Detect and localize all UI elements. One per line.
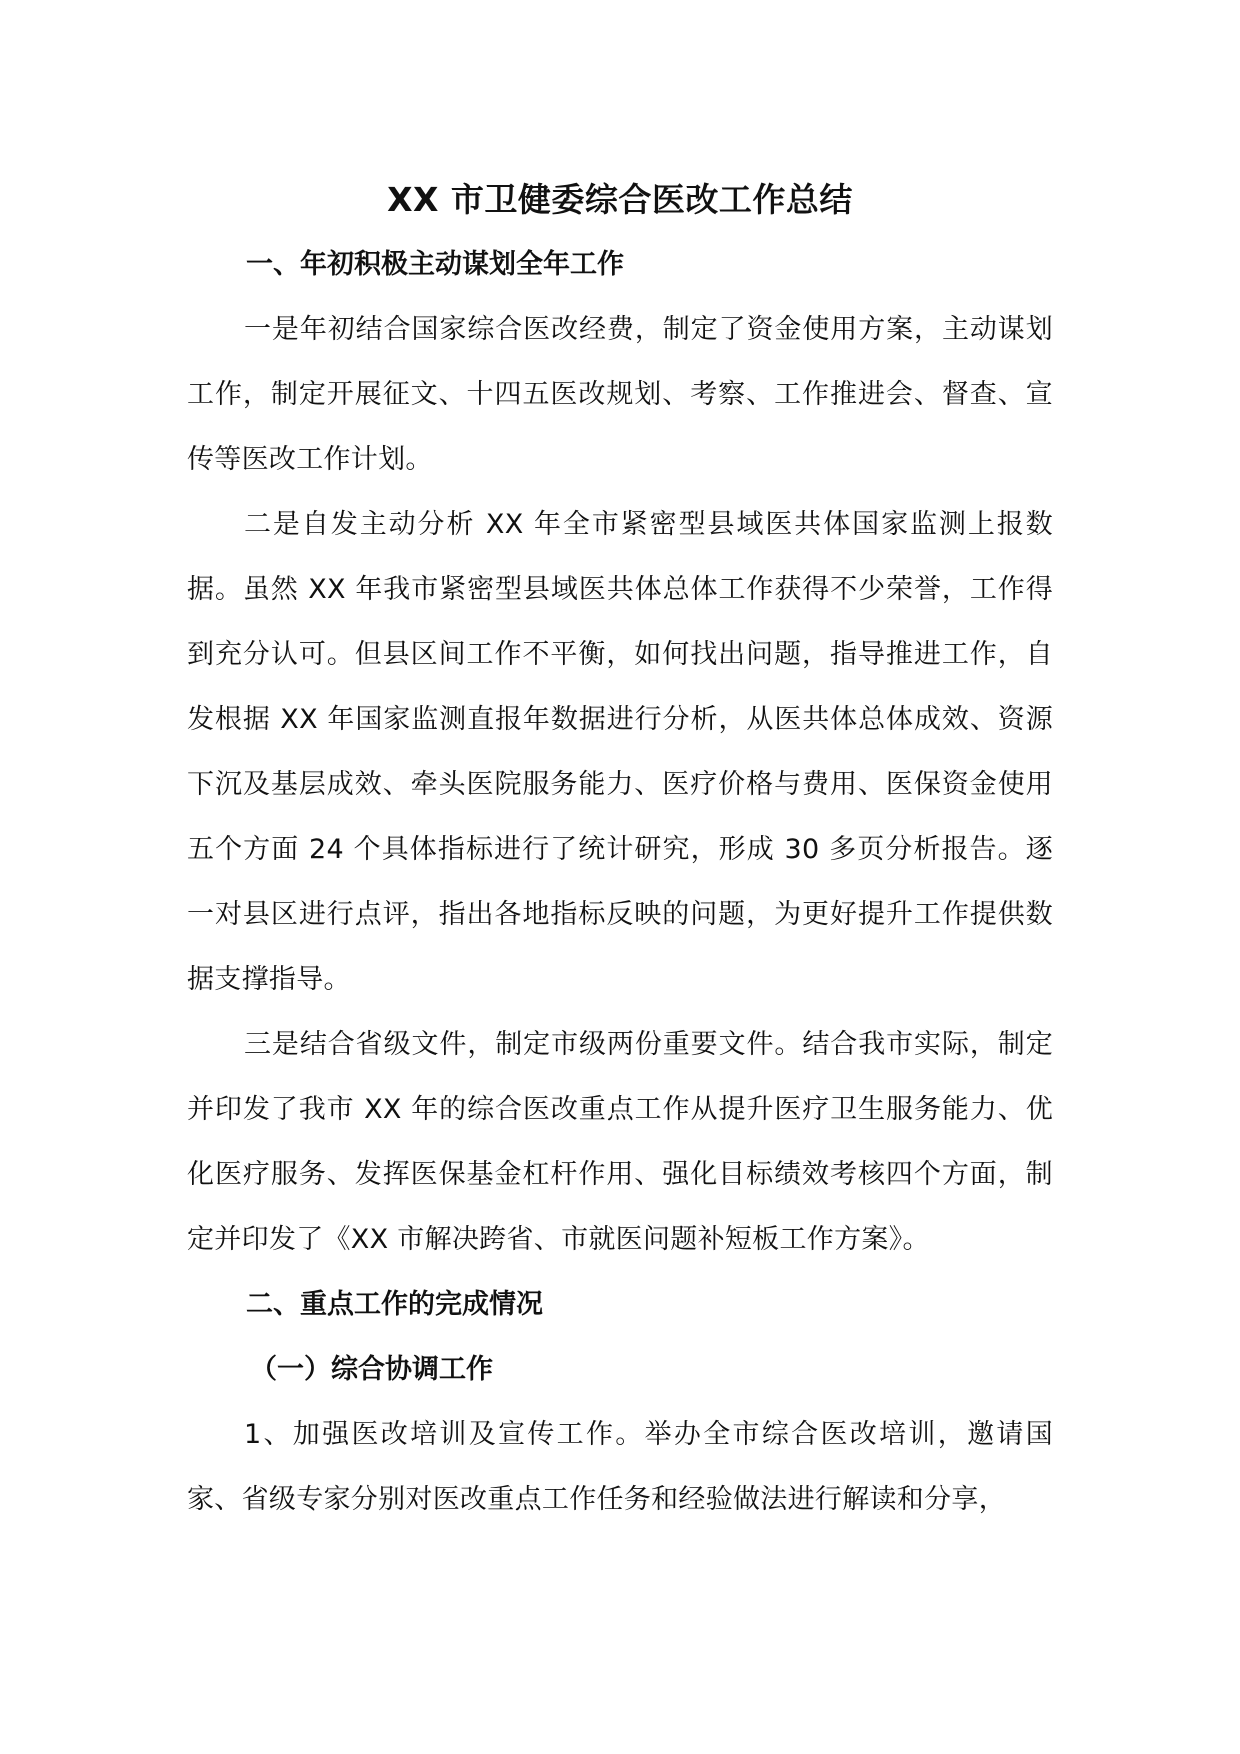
- document-page: [187, 168, 1053, 1532]
- section-1-paragraph-1: 一是年初结合国家综合医改经费，制定了资金使用方案，主动谋划工作，制定开展征文、十四五医改规划、考察、工作推进会、督查、宣传等医改工作计划。: [187, 314, 1053, 475]
- section-1-paragraph-3: 三是结合省级文件，制定市级两份重要文件。结合我市实际，制定并印发了我市 XX 年的综合医改重点工作从提升医疗卫生服务能力、优化医疗服务、发挥医保基金杠杆作用、强化目标绩效考核四个方面，制定并印发了《XX 市解决跨省、市就医问题补短板工作方案》。: [187, 1029, 1053, 1255]
- section-2-subheading: （一）综合协调工作: [250, 1354, 493, 1385]
- section-2-paragraph-1: 1、加强医改培训及宣传工作。举办全市综合医改培训，邀请国家、省级专家分别对医改重点工作任务和经验做法进行解读和分享，: [187, 1419, 1053, 1515]
- section-2-heading: 二、重点工作的完成情况: [246, 1289, 543, 1320]
- document-title: XX 市卫健委综合医改工作总结: [387, 180, 853, 219]
- section-1-paragraph-2: 二是自发主动分析 XX 年全市紧密型县域医共体国家监测上报数据。虽然 XX 年我市紧密型县域医共体总体工作获得不少荣誉，工作得到充分认可。但县区间工作不平衡，如何找出问题，指导推进工作，自发根据 XX 年国家监测直报年数据进行分析，从医共体总体成效、资源下沉及基层成效、牵头医院服务能力、医疗价格与费用、医保资金使用五个方面 24 个具体指标进行了统计研究，形成 30 多页分析报告。逐一对县区进行点评，指出各地指标反映的问题，为更好提升工作提供数据支撑指导。: [187, 509, 1053, 995]
- section-1-heading: 一、年初积极主动谋划全年工作: [246, 249, 624, 280]
